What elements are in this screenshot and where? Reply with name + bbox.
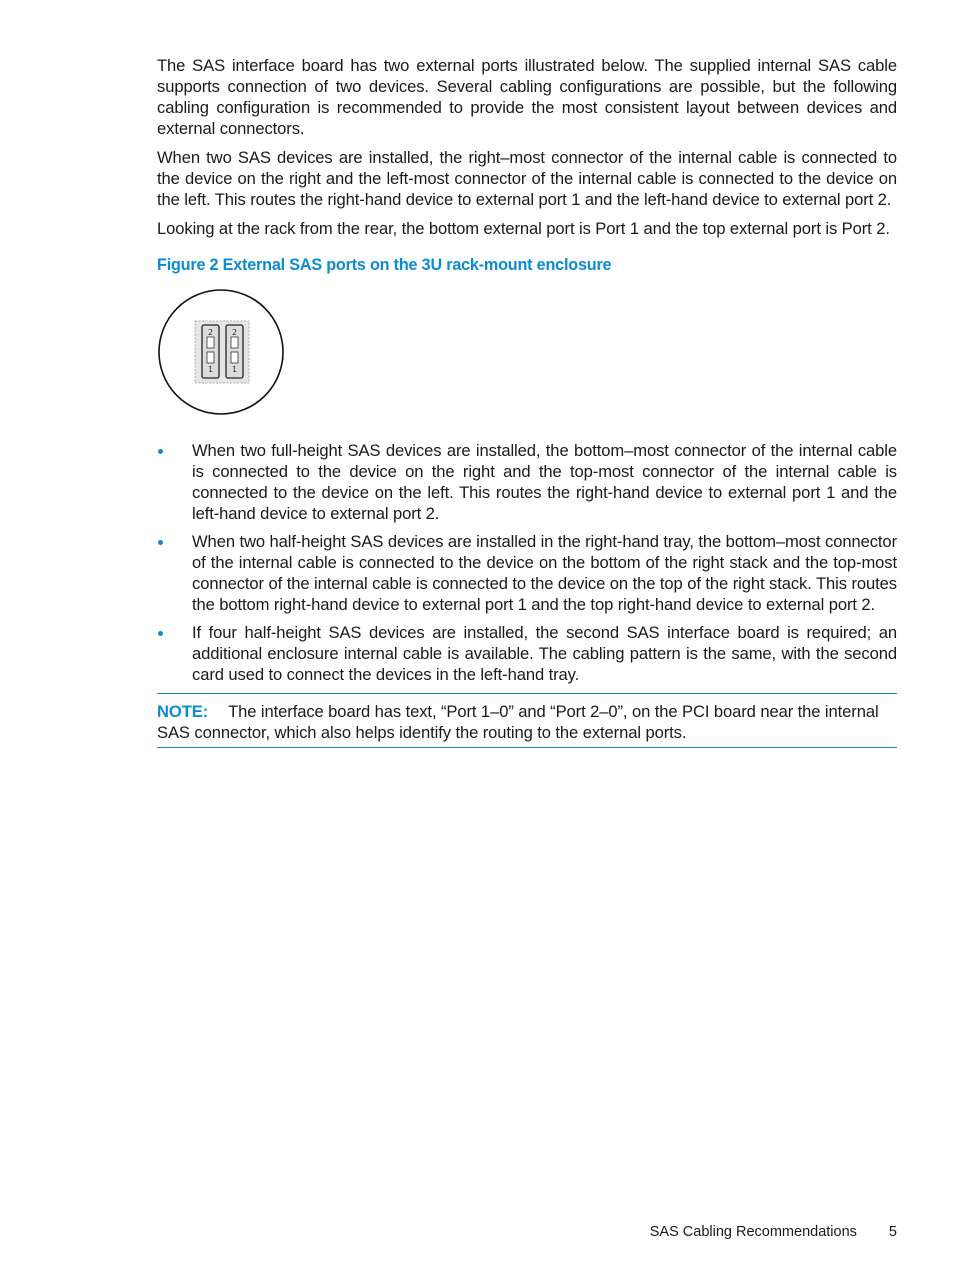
bullet-dot-icon xyxy=(158,540,163,545)
page-footer xyxy=(157,1222,897,1242)
right-port-slot-bottom xyxy=(231,352,238,363)
left-port-slot-top xyxy=(207,337,214,348)
bullet-dot-icon xyxy=(158,631,163,636)
note-label: NOTE: xyxy=(157,702,209,721)
configuration-list xyxy=(157,440,897,685)
intro-paragraph: The SAS interface board has two external ports illustrated below. The supplied internal SAS cable supports connection of two devices. Several cabling configurations are possible, but the following cabling configuration is recommended to provide the most consistent layout between devices and external connectors. xyxy=(157,56,897,138)
left-port-slot-bottom xyxy=(207,352,214,363)
right-port-label-1: 1 xyxy=(231,365,238,374)
right-port-label-2: 2 xyxy=(231,328,238,337)
footer-section-title: SAS Cabling Recommendations xyxy=(649,1224,857,1240)
list-item-text: If four half-height SAS devices are installed, the second SAS interface board is required; an additional enclosure internal cable is available. The cabling pattern is the same, with the second card used to connect the devices in the left-hand tray. xyxy=(192,623,897,684)
sas-ports-illustration xyxy=(157,288,287,418)
bullet-dot-icon xyxy=(158,449,163,454)
note-text: The interface board has text, “Port 1–0” and “Port 2–0”, on the PCI board near the internal SAS connector, which also helps identify the routing to the external ports. xyxy=(157,702,879,742)
two-devices-paragraph: When two SAS devices are installed, the right–most connector of the internal cable is connected to the device on the right and the left-most connector of the internal cable is connected to the device on the left. This routes the right-hand device to external port 1 and the left-hand device to external port 2. xyxy=(157,148,897,209)
page-content xyxy=(157,55,897,748)
list-item-text: When two full-height SAS devices are installed, the bottom–most connector of the internal cable is connected to the device on the right and the top-most connector of the internal cable is connected to the device on the left. This routes the right-hand device to external port 1 and the left-hand device to external port 2. xyxy=(192,441,897,523)
figure-caption: Figure 2 External SAS ports on the 3U rack-mount enclosure xyxy=(157,256,612,274)
note-box xyxy=(157,693,897,748)
footer-page-number: 5 xyxy=(888,1224,897,1240)
list-item-text: When two half-height SAS devices are installed in the right-hand tray, the bottom–most connector of the internal cable is connected to the device on the bottom of the right stack and the top-most connector of the internal cable is connected to the device on the top of the right stack. This routes the bottom right-hand device to external port 1 and the top right-hand device to external port 2. xyxy=(192,532,897,614)
rack-rear-paragraph: Looking at the rack from the rear, the bottom external port is Port 1 and the top external port is Port 2. xyxy=(157,219,890,238)
right-port-slot-top xyxy=(231,337,238,348)
list-item xyxy=(157,622,897,685)
left-port-label-2: 2 xyxy=(207,328,214,337)
sas-ports-figure xyxy=(157,288,287,418)
left-port-label-1: 1 xyxy=(207,365,214,374)
list-item xyxy=(157,440,897,524)
list-item xyxy=(157,531,897,615)
